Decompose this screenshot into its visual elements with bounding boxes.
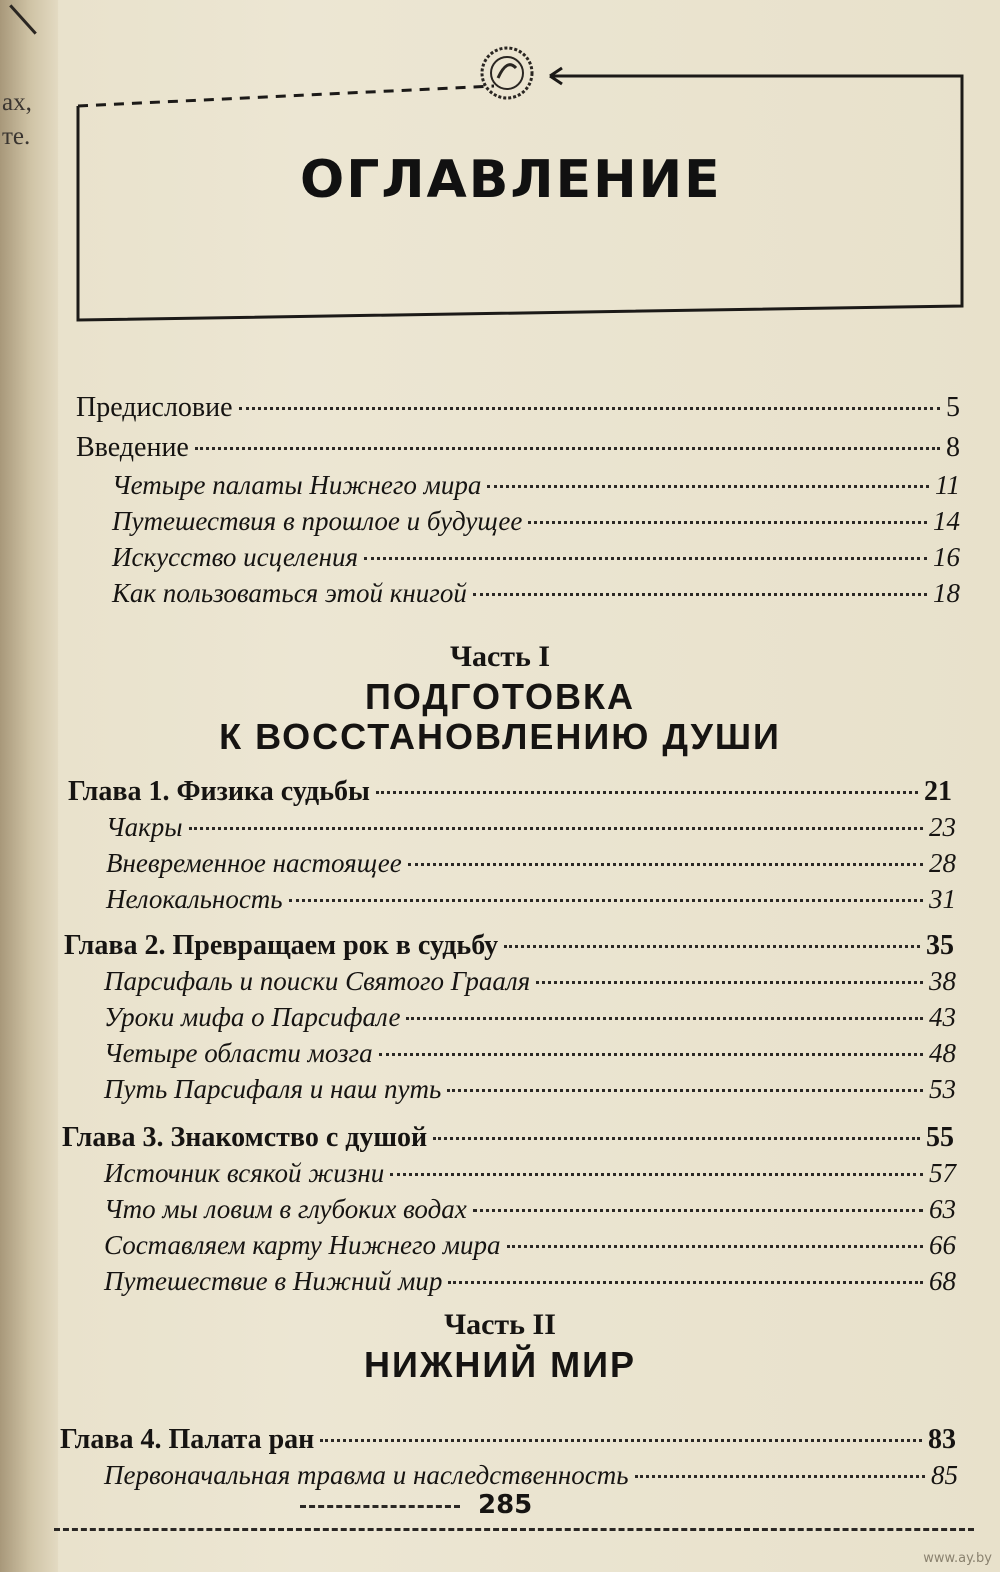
dot-leader <box>447 1089 923 1092</box>
dot-leader <box>536 981 923 984</box>
toc-entry-label: Путешествия в прошлое и будущее <box>112 506 523 536</box>
dot-leader <box>408 863 923 866</box>
chapter-page: 55 <box>926 1122 954 1153</box>
toc-subentry <box>104 1038 956 1069</box>
toc-subentry <box>104 1230 956 1261</box>
toc-subentry <box>104 1460 958 1491</box>
toc-entry-label: Чакры <box>106 812 183 842</box>
chapter-label: Глава 4. Палата ран <box>60 1424 315 1455</box>
toc-subentry <box>104 1194 956 1225</box>
toc-entry-page: 53 <box>929 1074 956 1104</box>
part-title: НИЖНИЙ МИР <box>363 1344 637 1385</box>
chapter-label: Глава 2. Превращаем рок в судьбу <box>64 930 499 961</box>
toc-entry-label: Парсифаль и поиски Святого Грааля <box>104 966 531 996</box>
toc-entry-label: Путешествие в Нижний мир <box>104 1266 443 1296</box>
toc-entry-label: Искусство исцеления <box>112 542 359 572</box>
toc-entry-page: 8 <box>946 432 960 463</box>
dot-leader <box>289 899 923 902</box>
dot-leader <box>473 1209 923 1212</box>
toc-chapter <box>64 930 954 962</box>
toc-subentry <box>112 506 960 537</box>
dot-leader <box>390 1173 923 1176</box>
chapter-page: 35 <box>926 930 954 961</box>
toc-entry-page: 23 <box>929 812 956 842</box>
toc-entry-page: 38 <box>929 966 956 996</box>
footer-dashed-rule <box>54 1528 974 1531</box>
toc-subentry <box>106 812 956 843</box>
toc-entry-label: Четыре области мозга <box>104 1038 373 1068</box>
toc-subentry <box>104 1266 956 1297</box>
toc-entry-page: 85 <box>931 1460 958 1490</box>
chapter-label: Глава 1. Физика судьбы <box>68 776 370 807</box>
toc-entry-page: 68 <box>929 1266 956 1296</box>
toc-entry-label: Введение <box>76 432 189 463</box>
chapter-page: 83 <box>928 1424 956 1455</box>
toc-subentry <box>112 542 960 573</box>
part-label: Часть II <box>444 1308 556 1341</box>
chapter-label: Глава 3. Знакомство с душой <box>62 1122 428 1153</box>
toc-chapter <box>68 776 952 808</box>
dot-leader <box>189 827 923 830</box>
dot-leader <box>239 407 940 410</box>
toc-chapter <box>60 1424 956 1456</box>
previous-page-fragment: те. <box>2 123 31 150</box>
toc-subentry <box>104 1074 956 1105</box>
toc-entry-label: Что мы ловим в глубоких водах <box>104 1194 467 1224</box>
dot-leader <box>473 593 927 596</box>
toc-entry-label: Вневременное настоящее <box>106 848 402 878</box>
dot-leader <box>448 1281 923 1284</box>
toc-subentry <box>106 884 956 915</box>
toc-subentry <box>104 966 956 997</box>
dot-leader <box>433 1137 920 1140</box>
toc-entry-label: Первоначальная травма и наследственность <box>104 1460 629 1490</box>
toc-entry-page: 48 <box>929 1038 956 1068</box>
footer-dashed-rule <box>300 1505 460 1508</box>
part-title: К ВОССТАНОВЛЕНИЮ ДУШИ <box>219 716 781 757</box>
dot-leader <box>487 485 929 488</box>
toc-chapter <box>62 1122 954 1154</box>
toc-entry-page: 63 <box>929 1194 956 1224</box>
toc-entry-label: Путь Парсифаля и наш путь <box>104 1074 442 1104</box>
toc-entry-page: 57 <box>929 1158 956 1188</box>
toc-entry-page: 43 <box>929 1002 956 1032</box>
page-number: 285 <box>478 1490 533 1520</box>
toc-entry-label: Источник всякой жизни <box>104 1158 385 1188</box>
dot-leader <box>528 521 927 524</box>
chapter-page: 21 <box>924 776 952 807</box>
toc-subentry <box>104 1002 956 1033</box>
toc-subentry <box>112 578 960 609</box>
part-title: ПОДГОТОВКА <box>364 676 636 717</box>
toc-subentry <box>104 1158 956 1189</box>
dot-leader <box>504 945 920 948</box>
toc-subentry <box>106 848 956 879</box>
toc-entry <box>76 432 960 464</box>
toc-entry-page: 5 <box>946 392 960 423</box>
toc-entry-label: Четыре палаты Нижнего мира <box>112 470 482 500</box>
dot-leader <box>376 791 918 794</box>
dot-leader <box>635 1475 925 1478</box>
toc-entry-label: Предисловие <box>76 392 233 423</box>
toc-entry-page: 16 <box>933 542 960 572</box>
toc-subentry <box>112 470 960 501</box>
toc-entry-page: 14 <box>933 506 960 536</box>
watermark: www.ay.by <box>923 1551 992 1566</box>
dot-leader <box>364 557 927 560</box>
dot-leader <box>320 1439 922 1442</box>
dot-leader <box>507 1245 923 1248</box>
part-label: Часть I <box>449 640 551 673</box>
toc-entry-label: Как пользоваться этой книгой <box>112 578 467 608</box>
dot-leader <box>195 447 940 450</box>
previous-page-fragments <box>2 86 32 154</box>
toc-entry-label: Уроки мифа о Парсифале <box>104 1002 401 1032</box>
toc-entry-page: 18 <box>933 578 960 608</box>
page-title: ОГЛАВЛЕНИЕ <box>300 150 722 210</box>
toc-entry-page: 11 <box>935 470 960 500</box>
previous-page-fragment: ах, <box>2 89 32 116</box>
toc-entry-label: Составляем карту Нижнего мира <box>104 1230 501 1260</box>
toc-entry-label: Нелокальность <box>106 884 283 914</box>
toc-entry-page: 31 <box>929 884 956 914</box>
dot-leader <box>379 1053 923 1056</box>
dot-leader <box>406 1017 923 1020</box>
toc-entry-page: 28 <box>929 848 956 878</box>
toc-entry <box>76 392 960 424</box>
compass-emblem-icon <box>478 44 536 102</box>
toc-entry-page: 66 <box>929 1230 956 1260</box>
